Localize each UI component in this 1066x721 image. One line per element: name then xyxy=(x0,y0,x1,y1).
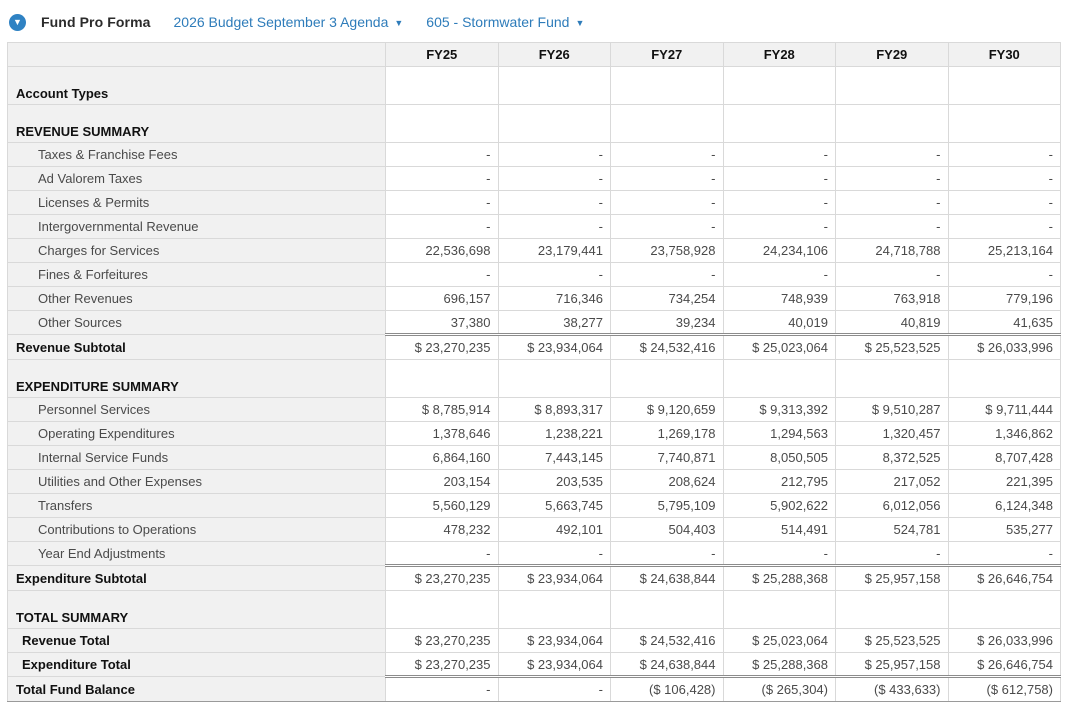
cell-value: 7,443,145 xyxy=(498,446,611,470)
table-row xyxy=(8,239,1061,263)
cell-value: $ 26,646,754 xyxy=(948,653,1061,677)
cell-value: - xyxy=(836,191,949,215)
cell-value: 24,234,106 xyxy=(723,239,836,263)
cell-value: 7,740,871 xyxy=(611,446,724,470)
row-label: Operating Expenditures xyxy=(8,422,386,446)
cell-value: 524,781 xyxy=(836,518,949,542)
cell-value: 535,277 xyxy=(948,518,1061,542)
cell-value: 5,663,745 xyxy=(498,494,611,518)
budget-dropdown-label: 2026 Budget September 3 Agenda xyxy=(173,14,389,30)
cell-value: - xyxy=(948,143,1061,167)
cell-value: - xyxy=(386,215,499,239)
cell-value: 217,052 xyxy=(836,470,949,494)
column-header-fy29: FY29 xyxy=(836,43,949,67)
cell-value: $ 23,934,064 xyxy=(498,566,611,591)
row-label: Licenses & Permits xyxy=(8,191,386,215)
cell-value: $ 25,957,158 xyxy=(836,566,949,591)
table-row xyxy=(8,191,1061,215)
cell-value: 716,346 xyxy=(498,287,611,311)
cell-value: 25,213,164 xyxy=(948,239,1061,263)
cell-value: - xyxy=(611,542,724,566)
cell-value: $ 8,785,914 xyxy=(386,398,499,422)
cell-value: - xyxy=(498,215,611,239)
cell-value: $ 9,711,444 xyxy=(948,398,1061,422)
cell-value: - xyxy=(948,542,1061,566)
cell-value xyxy=(948,360,1061,398)
row-label: Utilities and Other Expenses xyxy=(8,470,386,494)
cell-value: $ 26,033,996 xyxy=(948,335,1061,360)
cell-value: - xyxy=(836,215,949,239)
row-label: Personnel Services xyxy=(8,398,386,422)
budget-dropdown[interactable] xyxy=(174,14,404,30)
cell-value: - xyxy=(498,542,611,566)
cell-value: - xyxy=(386,191,499,215)
cell-value: $ 23,270,235 xyxy=(386,629,499,653)
cell-value: 39,234 xyxy=(611,311,724,335)
cell-value: - xyxy=(611,263,724,287)
cell-value: $ 24,532,416 xyxy=(611,335,724,360)
cell-value xyxy=(723,360,836,398)
row-label: Expenditure Total xyxy=(8,653,386,677)
cell-value: $ 9,510,287 xyxy=(836,398,949,422)
cell-value: 203,154 xyxy=(386,470,499,494)
table-row xyxy=(8,518,1061,542)
cell-value xyxy=(498,591,611,629)
chevron-down-icon: ▼ xyxy=(575,17,585,28)
cell-value: 5,795,109 xyxy=(611,494,724,518)
cell-value: $ 23,934,064 xyxy=(498,335,611,360)
cell-value: 40,819 xyxy=(836,311,949,335)
cell-value: 478,232 xyxy=(386,518,499,542)
row-label: Revenue Total xyxy=(8,629,386,653)
cell-value: 212,795 xyxy=(723,470,836,494)
cell-value: - xyxy=(948,215,1061,239)
cell-value: - xyxy=(611,191,724,215)
table-row xyxy=(8,494,1061,518)
cell-value: $ 26,033,996 xyxy=(948,629,1061,653)
cell-value: 514,491 xyxy=(723,518,836,542)
row-label: Internal Service Funds xyxy=(8,446,386,470)
cell-value: 748,939 xyxy=(723,287,836,311)
collapse-circle-chevron-icon[interactable]: ▼ xyxy=(9,14,26,31)
cell-value: $ 25,288,368 xyxy=(723,653,836,677)
cell-value: 208,624 xyxy=(611,470,724,494)
cell-value: 37,380 xyxy=(386,311,499,335)
cell-value: - xyxy=(498,167,611,191)
fund-dropdown[interactable] xyxy=(426,14,584,30)
cell-value xyxy=(948,67,1061,105)
row-label: Revenue Subtotal xyxy=(8,335,386,360)
cell-value xyxy=(498,67,611,105)
row-label: Intergovernmental Revenue xyxy=(8,215,386,239)
cell-value: - xyxy=(498,677,611,702)
row-label: REVENUE SUMMARY xyxy=(8,105,386,143)
table-row xyxy=(8,215,1061,239)
table-row xyxy=(8,629,1061,653)
cell-value: 696,157 xyxy=(386,287,499,311)
cell-value: - xyxy=(836,542,949,566)
cell-value: $ 8,893,317 xyxy=(498,398,611,422)
cell-value: - xyxy=(836,143,949,167)
column-header-fy28: FY28 xyxy=(723,43,836,67)
cell-value: $ 26,646,754 xyxy=(948,566,1061,591)
cell-value: - xyxy=(836,167,949,191)
cell-value: ($ 433,633) xyxy=(836,677,949,702)
cell-value: $ 24,638,844 xyxy=(611,566,724,591)
cell-value xyxy=(611,591,724,629)
cell-value: - xyxy=(836,263,949,287)
cell-value: ($ 265,304) xyxy=(723,677,836,702)
cell-value: 492,101 xyxy=(498,518,611,542)
cell-value: 1,378,646 xyxy=(386,422,499,446)
row-label: Total Fund Balance xyxy=(8,677,386,702)
cell-value: $ 23,934,064 xyxy=(498,653,611,677)
row-label: Year End Adjustments xyxy=(8,542,386,566)
cell-value: 1,346,862 xyxy=(948,422,1061,446)
cell-value xyxy=(948,591,1061,629)
cell-value: 779,196 xyxy=(948,287,1061,311)
cell-value: 221,395 xyxy=(948,470,1061,494)
cell-value: 1,320,457 xyxy=(836,422,949,446)
cell-value: 1,238,221 xyxy=(498,422,611,446)
cell-value: 203,535 xyxy=(498,470,611,494)
cell-value xyxy=(611,105,724,143)
cell-value: $ 23,270,235 xyxy=(386,335,499,360)
column-header-row xyxy=(8,43,1061,67)
cell-value: - xyxy=(723,542,836,566)
cell-value xyxy=(611,67,724,105)
cell-value: 6,012,056 xyxy=(836,494,949,518)
cell-value xyxy=(386,591,499,629)
row-label: Fines & Forfeitures xyxy=(8,263,386,287)
cell-value: - xyxy=(386,263,499,287)
cell-value: - xyxy=(723,263,836,287)
table-row xyxy=(8,311,1061,335)
cell-value: - xyxy=(723,167,836,191)
cell-value: $ 25,523,525 xyxy=(836,629,949,653)
cell-value: - xyxy=(498,263,611,287)
cell-value: 1,294,563 xyxy=(723,422,836,446)
table-row xyxy=(8,335,1061,360)
cell-value xyxy=(386,360,499,398)
table-row xyxy=(8,360,1061,398)
table-row xyxy=(8,591,1061,629)
cell-value: - xyxy=(611,143,724,167)
cell-value: 6,864,160 xyxy=(386,446,499,470)
cell-value: - xyxy=(498,143,611,167)
cell-value: - xyxy=(723,191,836,215)
row-label: Other Sources xyxy=(8,311,386,335)
cell-value: 8,372,525 xyxy=(836,446,949,470)
cell-value: 5,560,129 xyxy=(386,494,499,518)
row-label: Ad Valorem Taxes xyxy=(8,167,386,191)
cell-value: 6,124,348 xyxy=(948,494,1061,518)
cell-value: - xyxy=(386,143,499,167)
cell-value: 41,635 xyxy=(948,311,1061,335)
cell-value: 22,536,698 xyxy=(386,239,499,263)
cell-value: - xyxy=(948,167,1061,191)
cell-value: 8,050,505 xyxy=(723,446,836,470)
table-row xyxy=(8,398,1061,422)
cell-value xyxy=(611,360,724,398)
fund-pro-forma-table xyxy=(7,42,1061,702)
cell-value: $ 9,313,392 xyxy=(723,398,836,422)
table-row xyxy=(8,263,1061,287)
row-label: Other Revenues xyxy=(8,287,386,311)
row-label: Taxes & Franchise Fees xyxy=(8,143,386,167)
cell-value: - xyxy=(611,215,724,239)
table-row xyxy=(8,167,1061,191)
cell-value: $ 25,023,064 xyxy=(723,629,836,653)
cell-value: ($ 106,428) xyxy=(611,677,724,702)
table-row xyxy=(8,470,1061,494)
cell-value: $ 25,023,064 xyxy=(723,335,836,360)
cell-value: 8,707,428 xyxy=(948,446,1061,470)
cell-value: - xyxy=(386,167,499,191)
cell-value: $ 24,638,844 xyxy=(611,653,724,677)
cell-value xyxy=(836,67,949,105)
row-label: Expenditure Subtotal xyxy=(8,566,386,591)
cell-value: $ 9,120,659 xyxy=(611,398,724,422)
cell-value: $ 25,523,525 xyxy=(836,335,949,360)
cell-value: ($ 612,758) xyxy=(948,677,1061,702)
cell-value xyxy=(386,105,499,143)
table-row xyxy=(8,446,1061,470)
cell-value: - xyxy=(723,143,836,167)
cell-value: $ 23,270,235 xyxy=(386,566,499,591)
cell-value: 40,019 xyxy=(723,311,836,335)
cell-value: 23,758,928 xyxy=(611,239,724,263)
row-label: Contributions to Operations xyxy=(8,518,386,542)
cell-value: 763,918 xyxy=(836,287,949,311)
row-label-header xyxy=(8,43,386,67)
cell-value: 24,718,788 xyxy=(836,239,949,263)
cell-value: 5,902,622 xyxy=(723,494,836,518)
cell-value: $ 24,532,416 xyxy=(611,629,724,653)
cell-value xyxy=(386,67,499,105)
cell-value: $ 23,270,235 xyxy=(386,653,499,677)
cell-value xyxy=(836,591,949,629)
cell-value: 38,277 xyxy=(498,311,611,335)
chevron-down-icon: ▼ xyxy=(394,17,404,28)
cell-value xyxy=(723,105,836,143)
cell-value xyxy=(723,67,836,105)
row-label: Account Types xyxy=(8,67,386,105)
cell-value xyxy=(948,105,1061,143)
cell-value: $ 23,934,064 xyxy=(498,629,611,653)
page-title: Fund Pro Forma xyxy=(41,14,151,30)
table-row xyxy=(8,105,1061,143)
table-body xyxy=(8,67,1061,702)
row-label: TOTAL SUMMARY xyxy=(8,591,386,629)
cell-value: - xyxy=(948,191,1061,215)
row-label: Transfers xyxy=(8,494,386,518)
column-header-fy27: FY27 xyxy=(611,43,724,67)
row-label: Charges for Services xyxy=(8,239,386,263)
table-row xyxy=(8,677,1061,702)
cell-value: - xyxy=(498,191,611,215)
cell-value xyxy=(836,360,949,398)
column-header-fy26: FY26 xyxy=(498,43,611,67)
cell-value xyxy=(498,360,611,398)
cell-value: 1,269,178 xyxy=(611,422,724,446)
cell-value: $ 25,957,158 xyxy=(836,653,949,677)
cell-value xyxy=(723,591,836,629)
cell-value: - xyxy=(611,167,724,191)
fund-dropdown-label: 605 - Stormwater Fund xyxy=(426,14,570,30)
column-header-fy30: FY30 xyxy=(948,43,1061,67)
table-row xyxy=(8,566,1061,591)
table-row xyxy=(8,143,1061,167)
column-header-fy25: FY25 xyxy=(386,43,499,67)
table-row xyxy=(8,287,1061,311)
cell-value: - xyxy=(386,677,499,702)
cell-value: 23,179,441 xyxy=(498,239,611,263)
row-label: EXPENDITURE SUMMARY xyxy=(8,360,386,398)
table-row xyxy=(8,422,1061,446)
top-bar xyxy=(0,0,1066,42)
cell-value: - xyxy=(948,263,1061,287)
cell-value: - xyxy=(386,542,499,566)
cell-value: 734,254 xyxy=(611,287,724,311)
table-row xyxy=(8,653,1061,677)
cell-value xyxy=(836,105,949,143)
table-row xyxy=(8,542,1061,566)
cell-value xyxy=(498,105,611,143)
cell-value: $ 25,288,368 xyxy=(723,566,836,591)
cell-value: 504,403 xyxy=(611,518,724,542)
cell-value: - xyxy=(723,215,836,239)
table-row xyxy=(8,67,1061,105)
